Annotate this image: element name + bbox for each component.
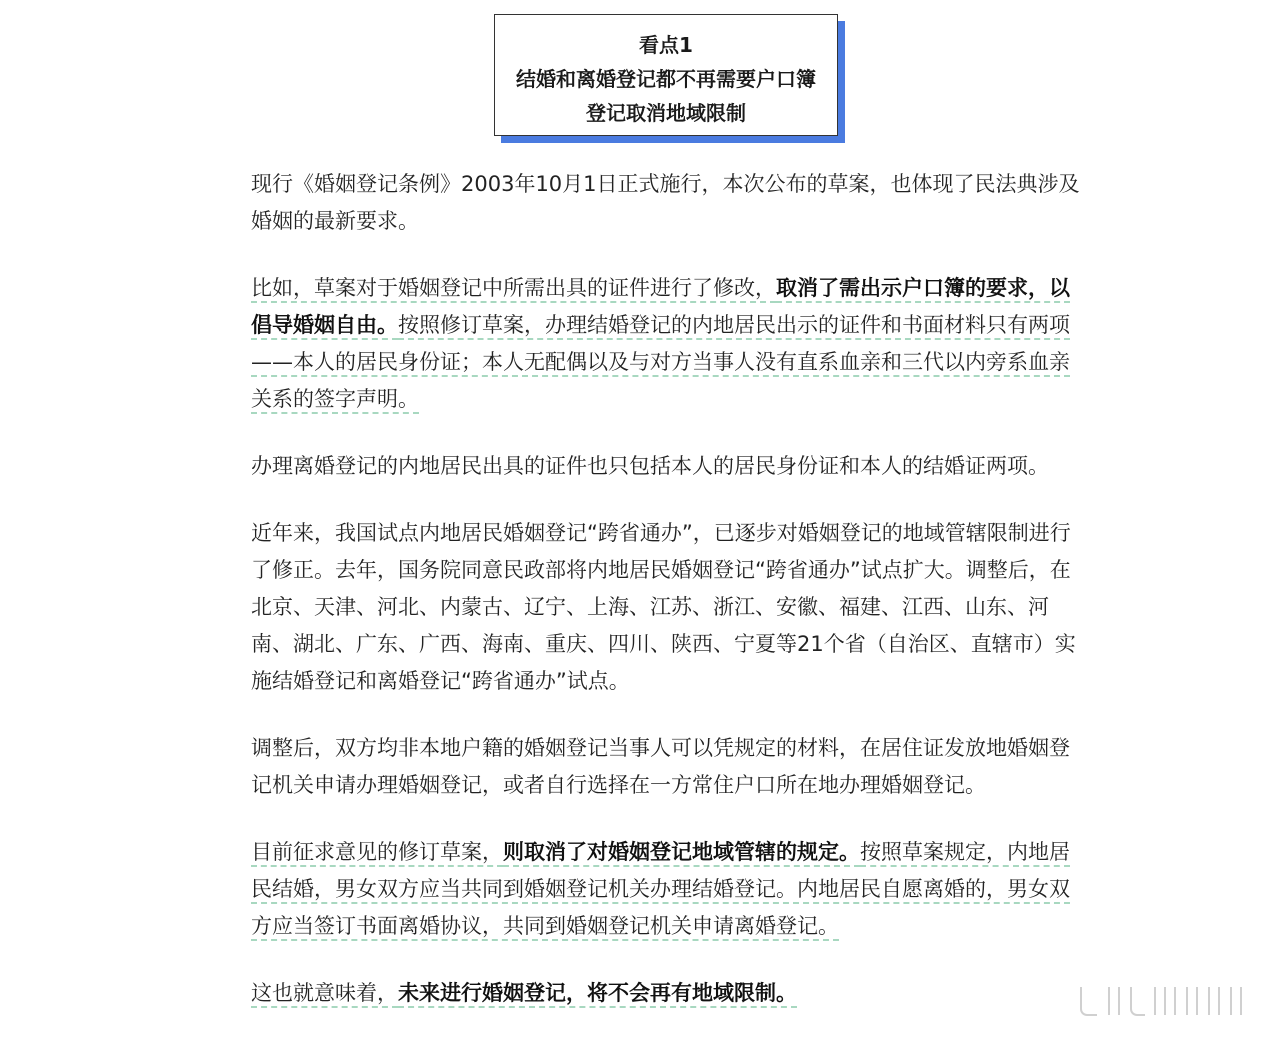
paragraph-7-bold: 未来进行婚姻登记，将不会再有地域限制。 <box>398 981 797 1008</box>
paragraph-7 <box>251 975 1085 1012</box>
title-line-3: 登记取消地域限制 <box>586 101 746 125</box>
paragraph-6-bold: 则取消了对婚姻登记地域管辖的规定。 <box>503 840 860 867</box>
article-body <box>251 166 1085 1042</box>
paragraph-4: 近年来，我国试点内地居民婚姻登记“跨省通办”，已逐步对婚姻登记的地域管辖限制进行了修正。去年，国务院同意民政部将内地居民婚姻登记“跨省通办”试点扩大。调整后，在北京、天津、河北、内蒙古、辽宁、上海、江苏、浙江、安徽、福建、江西、山东、河南、湖北、广东、广西、海南、重庆、四川、陕西、宁夏等21个省（自治区、直辖市）实施结婚登记和离婚登记“跨省通办”试点。 <box>251 521 1076 693</box>
paragraph-7-text-a: 这也就意味着， <box>251 981 398 1008</box>
watermark-logo-icon <box>1075 983 1255 1017</box>
paragraph-2-bold: 取消了需出示户口簿的要求，以倡导婚姻自由。 <box>251 276 1070 340</box>
paragraph-6-text-a: 目前征求意见的修订草案， <box>251 840 503 867</box>
highlight-title-box <box>494 14 838 136</box>
title-line-1: 看点1 <box>639 33 693 57</box>
paragraph-2-text-c: 按照修订草案，办理结婚登记的内地居民出示的证件和书面材料只有两项——本人的居民身份证；本人无配偶以及与对方当事人没有直系血亲和三代以内旁系血亲关系的签字声明。 <box>251 313 1070 414</box>
paragraph-1: 现行《婚姻登记条例》2003年10月1日正式施行，本次公布的草案，也体现了民法典涉及婚姻的最新要求。 <box>251 172 1080 233</box>
paragraph-6 <box>251 834 1085 945</box>
paragraph-2-text-a: 比如，草案对于婚姻登记中所需出具的证件进行了修改， <box>251 276 776 303</box>
paragraph-3: 办理离婚登记的内地居民出具的证件也只包括本人的居民身份证和本人的结婚证两项。 <box>251 454 1049 478</box>
paragraph-6-text-c: 按照草案规定，内地居民结婚，男女双方应当共同到婚姻登记机关办理结婚登记。内地居民自愿离婚的，男女双方应当签订书面离婚协议，共同到婚姻登记机关申请离婚登记。 <box>251 840 1070 941</box>
title-line-2: 结婚和离婚登记都不再需要户口簿 <box>516 67 816 91</box>
paragraph-5: 调整后，双方均非本地户籍的婚姻登记当事人可以凭规定的材料，在居住证发放地婚姻登记机关申请办理婚姻登记，或者自行选择在一方常住户口所在地办理婚姻登记。 <box>251 736 1070 797</box>
paragraph-2 <box>251 270 1085 418</box>
